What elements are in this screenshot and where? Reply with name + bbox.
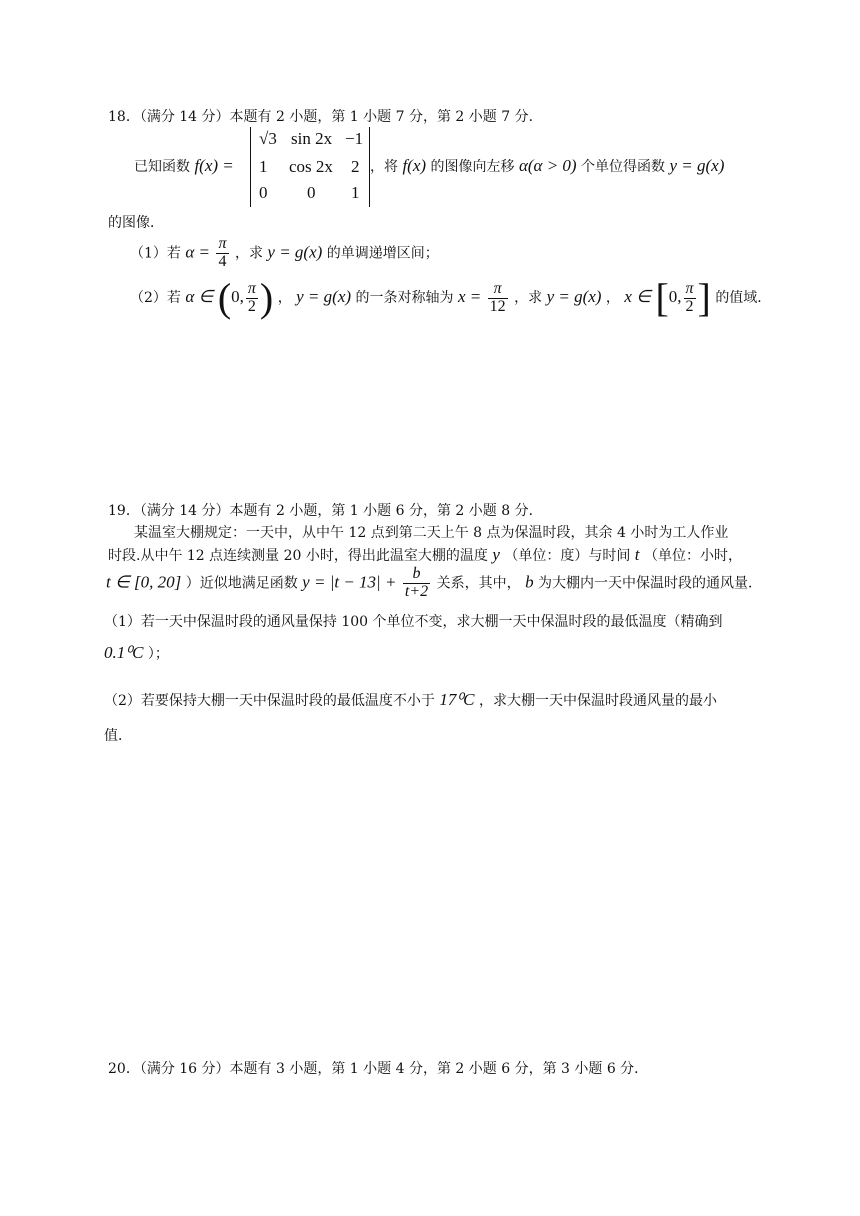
q20-header: 20．（满分 16 分）本题有 3 小题，第 1 小题 4 分，第 2 小题 6 分，第 3 小题 6 分．: [108, 1061, 649, 1077]
q18-header: 18．（满分 14 分）本题有 2 小题，第 1 小题 7 分，第 2 小题 7 分．: [108, 109, 543, 125]
fraction-pi-over-2: $\frac{\pi}{2}$: [247, 279, 256, 315]
matrix-cell: √3: [259, 129, 277, 148]
q18-intro-a: 已知函数 f(x) =: [134, 156, 234, 175]
matrix-cell: sin 2x: [291, 129, 333, 148]
q19-part1-line1: （1）若一天中保温时段的通风量保持 100 个单位不变，求大棚一天中保温时段的最低温度（精确到: [104, 614, 723, 630]
fraction-pi-over-4: $\frac{\pi}{4}$: [218, 235, 227, 270]
matrix-cell: cos 2x: [289, 157, 333, 176]
fraction-pi-over-12: $\frac{\pi}{12}$: [489, 279, 506, 315]
q19-part2-line1: （2）若要保持大棚一天中保温时段的最低温度不小于 17⁰C ，求大棚一天中保温时段通风量的最小: [104, 690, 717, 709]
q19-header: 19．（满分 14 分）本题有 2 小题，第 1 小题 6 分，第 2 小题 8 分．: [108, 503, 543, 519]
q18-intro-e: 的图像．: [108, 215, 164, 231]
matrix-cell: 2: [351, 157, 360, 176]
q19-part1-line2: 0.1⁰C ）；: [104, 643, 169, 662]
q19-line2: 时段.从中午 12 点连续测量 20 小时，得出此温室大棚的温度 y （单位：度）与时间 t （单位：小时，: [108, 545, 742, 564]
fraction-pi-over-2: $\frac{\pi}{2}$: [685, 279, 694, 315]
q18-part2: （2）若 α ∈ (0, $\frac{\pi}{2}$ ) ， y = g(x) 的一条对称轴为 x = $\frac{\pi}{12}$ ，求 y = g(x) ， x ∈ [0, $\frac{\pi}{2}$ ] 的值域．: [130, 275, 772, 320]
q19-line1: 某温室大棚规定：一天中，从中午 12 点到第二天上午 8 点为保温时段，其余 4 小时为工人作业: [134, 525, 729, 541]
f-of-x: f(x) =: [194, 156, 234, 175]
matrix-cell: −1: [345, 129, 364, 148]
q18-intro-b: ，将 f(x) 的图像向左移 α(α > 0) 个单位得函数 y = g(x): [370, 156, 725, 175]
fraction-b-over-t-plus-2: $\frac{b}{t+2}$: [404, 565, 429, 600]
matrix-cell: 0: [259, 183, 268, 202]
q19-line3: t ∈ [0, 20] ）近似地满足函数 y = |t − 13| + $\frac{b}{t+2}$ 关系，其中， b 为大棚内一天中保温时段的通风量．: [106, 565, 763, 600]
matrix-cell: 0: [307, 183, 316, 202]
matrix-cell: 1: [259, 157, 268, 176]
matrix-cell: 1: [351, 183, 360, 202]
q18-part1: （1）若 α = $\frac{\pi}{4}$ ，求 y = g(x) 的单调递增区间；: [130, 235, 439, 270]
determinant-matrix: [250, 127, 370, 207]
q19-part2-line2: 值．: [104, 728, 132, 744]
